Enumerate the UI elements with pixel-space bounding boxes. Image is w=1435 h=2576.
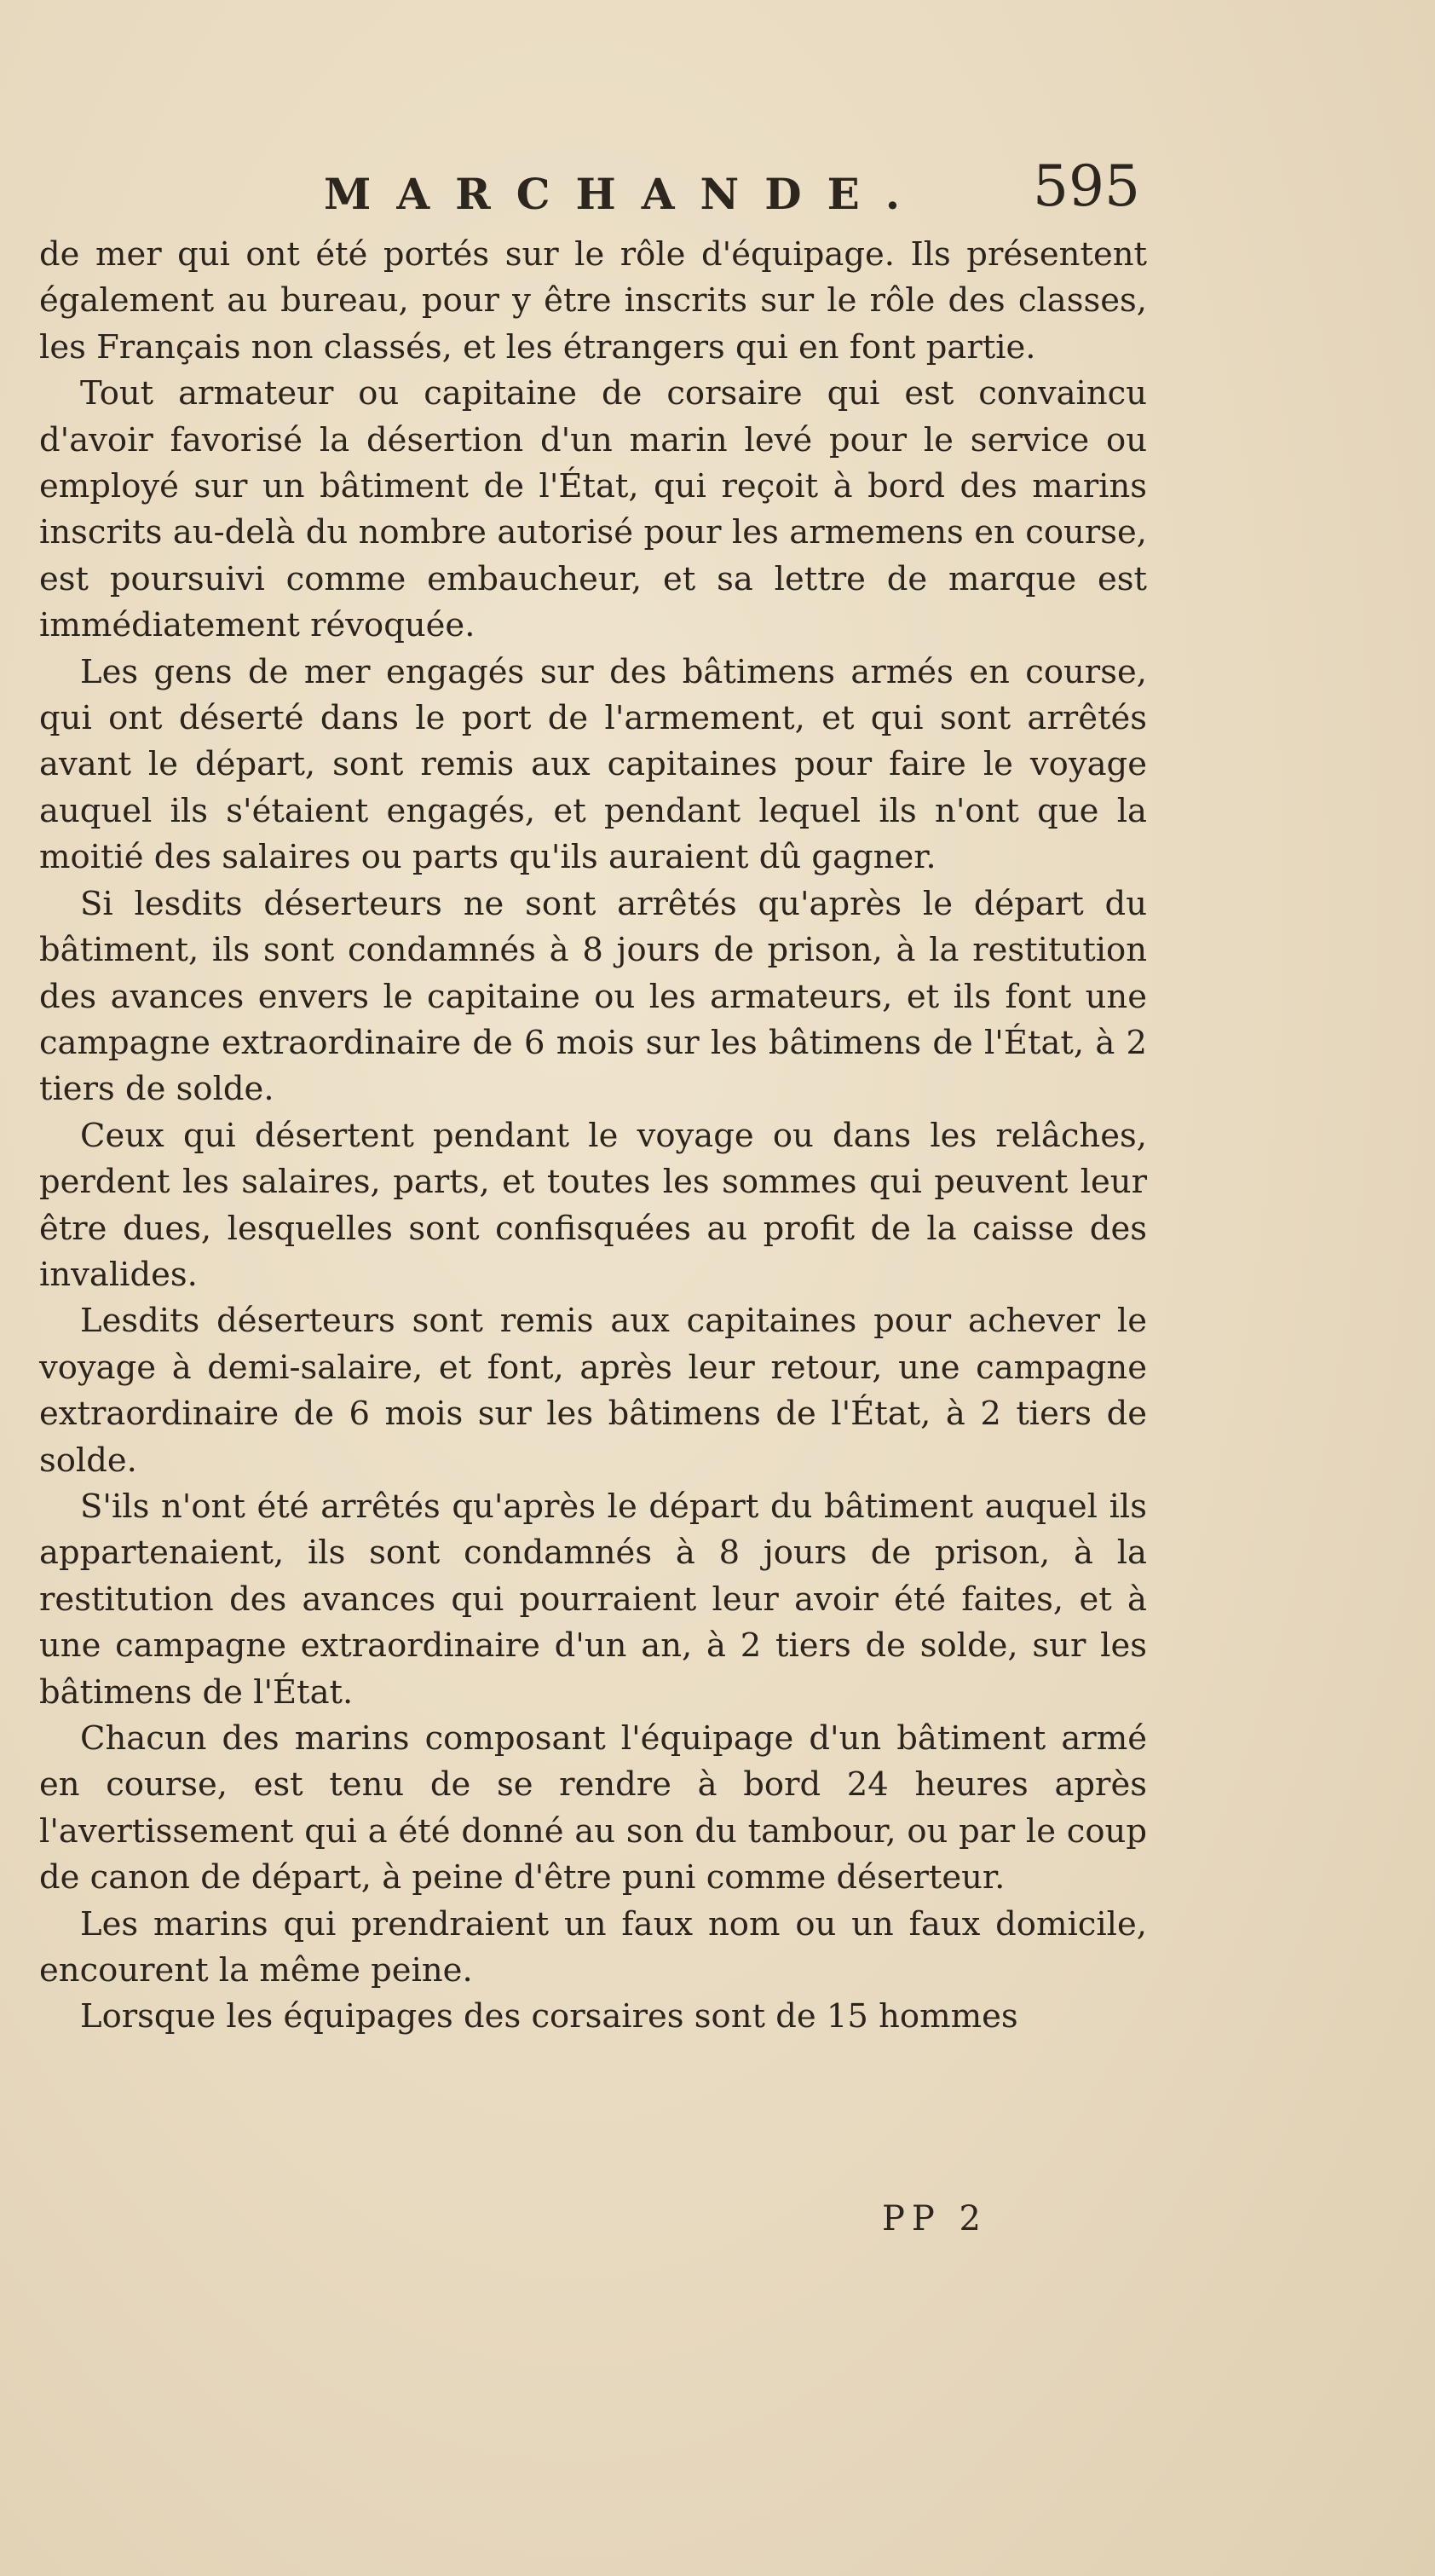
paragraph-3: Les gens de mer engagés sur des bâtimens armés en course, qui ont déserté dans le port de l'armement, et qui sont arrêtés avant le départ, sont remis aux capitaines pour faire le voyage auquel ils s'étaient engagés, et pendant lequel ils n'ont que la moitié des salaires ou parts qu'ils auraient dû gagner. bbox=[39, 652, 1147, 877]
body-text bbox=[39, 232, 1147, 2041]
paragraph-6: Lesdits déserteurs sont remis aux capitaines pour achever le voyage à demi-salaire, et font, après leur retour, une campagne extraordinaire de 6 mois sur les bâtimens de l'État, à 2 tiers de solde. bbox=[39, 1302, 1147, 1480]
paragraph-5: Ceux qui désertent pendant le voyage ou dans les relâches, perdent les salaires, parts, et toutes les sommes qui peuvent leur être dues, lesquelles sont confisquées au profit de la caisse des invalides. bbox=[39, 1116, 1147, 1294]
page-number: 595 bbox=[1033, 153, 1140, 219]
paragraph-4: Si lesdits déserteurs ne sont arrêtés qu'après le départ du bâtiment, ils sont condamnés à 8 jours de prison, à la restitution des avances envers le capitaine ou les armateurs, et ils font une campagne extraordinaire de 6 mois sur les bâtimens de l'État, à 2 tiers de solde. bbox=[39, 884, 1147, 1109]
paragraph-2: Tout armateur ou capitaine de corsaire qui est convaincu d'avoir favorisé la désertion d'un marin levé pour le service ou employé sur un bâtiment de l'État, qui reçoit à bord des marins inscrits au-delà du nombre autorisé pour les armemens en course, est poursuivi comme embaucheur, et sa lettre de marque est immédiatement révoquée. bbox=[39, 374, 1147, 645]
page-header bbox=[0, 153, 1435, 230]
paragraph-10: Lorsque les équipages des corsaires sont de 15 hommes bbox=[80, 1997, 1018, 2036]
paragraph-8: Chacun des marins composant l'équipage d'un bâtiment armé en course, est tenu de se rendre à bord 24 heures après l'avertissement qui a été donné au son du tambour, ou par le coup de canon de départ, à peine d'être puni comme déserteur. bbox=[39, 1719, 1147, 1897]
signature-mark: PP 2 bbox=[882, 2199, 988, 2238]
paragraph-9: Les marins qui prendraient un faux nom ou un faux domicile, encourent la même peine. bbox=[39, 1904, 1147, 1990]
paragraph-1: de mer qui ont été portés sur le rôle d'équipage. Ils présentent également au bureau, pour y être inscrits sur le rôle des classes, les Français non classés, et les étrangers qui en font partie. bbox=[39, 235, 1147, 367]
paragraph-7: S'ils n'ont été arrêtés qu'après le départ du bâtiment auquel ils appartenaient, ils sont condamnés à 8 jours de prison, à la restitution des avances qui pourraient leur avoir été faites, et à une campagne extraordinaire d'un an, à 2 tiers de solde, sur les bâtimens de l'État. bbox=[39, 1487, 1147, 1712]
running-head: MARCHANDE. bbox=[324, 169, 926, 219]
